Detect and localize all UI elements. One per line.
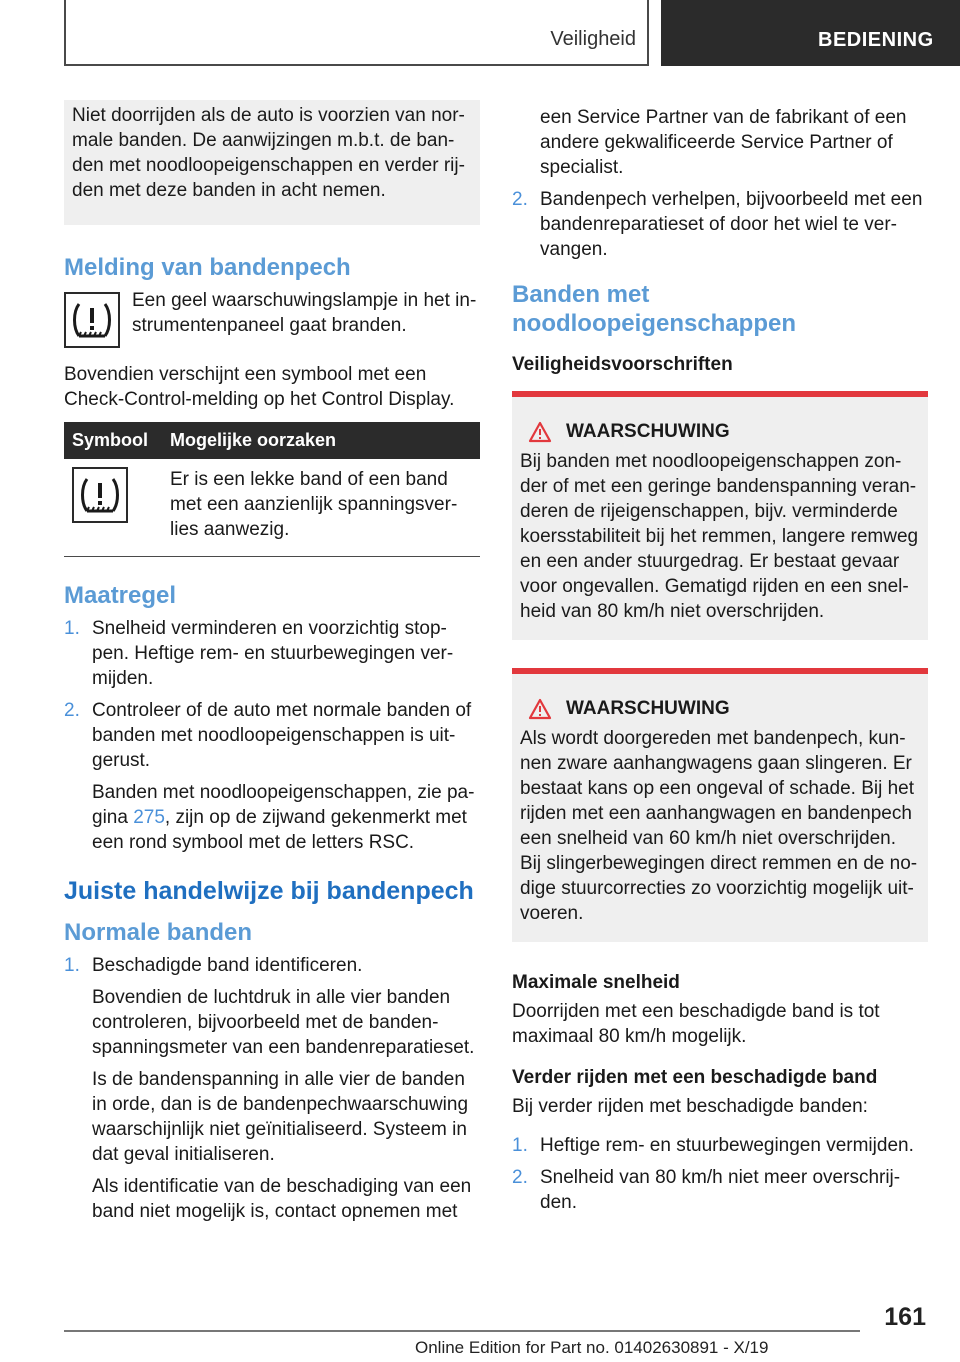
- list-number: 1.: [64, 955, 80, 976]
- verder-list: [512, 1133, 928, 1215]
- table-cell-symbol: [64, 459, 162, 557]
- footer-edition: Online Edition for Part no. 01402630891 - X/19: [415, 1338, 769, 1357]
- table-cell-cause: Er is een lekke band of een band met een aanzienlijk spanningsver-lies aanwezig.: [162, 459, 480, 557]
- header-mid-tick: [647, 0, 649, 66]
- tire-pressure-warning-icon: [72, 467, 128, 523]
- melding-row: [64, 288, 480, 348]
- note-box: [64, 100, 480, 225]
- left-column: [64, 100, 480, 1231]
- warning-box-2: [512, 668, 928, 942]
- warning-box-1: [512, 391, 928, 640]
- veilig-heading: Veiligheidsvoorschriften: [512, 354, 733, 375]
- list-text: Heftige rem- en stuurbewegingen vermijden.: [540, 1135, 914, 1156]
- normale-sub-2: Is de bandenspanning in alle vier de banden in orde, dan is de bandenpechwaarschuwing waarschijnlijk niet geïnitialiseerd. Systeem in dat geval initialiseren.: [92, 1069, 469, 1165]
- list-item: [64, 953, 480, 978]
- normale-heading: Normale banden: [64, 919, 253, 946]
- normale-sub-1: Bovendien de luchtdruk in alle vier banden controleren, bijvoorbeeld met de banden-spanningsmeter van een bandenreparatieset.: [92, 987, 475, 1058]
- list-item: [512, 1133, 928, 1158]
- warning-triangle-icon: [528, 698, 552, 720]
- note-text: Niet doorrijden als de auto is voorzien van nor-male banden. De aanwijzingen m.b.t. de ban-den met noodloopeigenschappen en verder rij-den met deze banden in acht nemen.: [72, 105, 465, 201]
- tire-pressure-warning-icon: [64, 292, 120, 348]
- warning-label-2: WAARSCHUWING: [566, 698, 730, 719]
- warning-head-2: [520, 698, 920, 720]
- table-header-oorzaken: Mogelijke oorzaken: [162, 422, 480, 459]
- list-text: Bandenpech verhelpen, bijvoorbeeld met een bandenreparatieset of door het wiel te ver-vangen.: [540, 189, 923, 260]
- page-number: 161: [884, 1303, 926, 1331]
- list-item: [64, 616, 480, 691]
- warning-label-1: WAARSCHUWING: [566, 421, 730, 442]
- maatregel-list: [64, 616, 480, 773]
- rsc-heading: Banden met noodloopeigenschappen: [512, 281, 797, 337]
- list-number: 2.: [512, 189, 528, 210]
- table-row: [64, 459, 480, 557]
- warning-head-1: [520, 421, 920, 443]
- list-text: Snelheid verminderen en voorzichtig stop-pen. Heftige rem- en stuurbewegingen ver-mijden.: [92, 618, 454, 689]
- maatregel-heading: Maatregel: [64, 582, 177, 609]
- list-text: Controleer of de auto met normale banden of banden met noodloopeigenschappen is uit-gerust.: [92, 700, 472, 771]
- juiste-heading: Juiste handelwijze bij bandenpech: [64, 877, 474, 905]
- herstel-list: [512, 187, 928, 262]
- maxsnel-text: Doorrijden met een beschadigde band is tot maximaal 80 km/h mogelijk.: [512, 1001, 880, 1047]
- header-rule: [64, 64, 649, 66]
- warning-text-1: Bij banden met noodloopeigenschappen zon-der of met een geringe bandenspanning veran-deren de rijeigenschappen, bijv. verminderde koersstabiliteit bij het remmen, langere remweg en een ander stuurgedrag. Er bestaat gevaar voor ongevallen. Gematigd rijden en een snel-heid van 80 km/h niet overschrijden.: [520, 451, 919, 622]
- header-left-tick: [64, 0, 66, 66]
- bovendien-text: Bovendien verschijnt een symbool met een Check-Control-melding op het Control Display.: [64, 364, 455, 410]
- normale-list: [64, 953, 480, 978]
- maatregel-sub-before: Banden met noodloopeigenschappen, zie pa-gina: [92, 782, 475, 828]
- melding-text: Een geel waarschuwingslampje in het in-strumentenpaneel gaat branden.: [132, 290, 477, 336]
- verder-text: Bij verder rijden met beschadigde banden:: [512, 1096, 868, 1117]
- list-number: 1.: [512, 1135, 528, 1156]
- verder-heading: Verder rijden met een beschadigde band: [512, 1067, 878, 1088]
- table-header-symbool: Symbool: [64, 422, 162, 459]
- list-item: [512, 187, 928, 262]
- page-link-275[interactable]: 275: [133, 807, 165, 828]
- maatregel-sub: [92, 780, 480, 855]
- list-number: 2.: [512, 1167, 528, 1188]
- warning-triangle-icon: [528, 421, 552, 443]
- list-text: Beschadigde band identificeren.: [92, 955, 363, 976]
- list-number: 2.: [64, 700, 80, 721]
- warning-text-2: Als wordt doorgereden met bandenpech, kun-nen zware aanhangwagens gaan slingeren. Er bestaat kans op een ongeval of schade. Bij het rijden met een aanhangwagen en bandenpech een snelheid van 60 km/h niet overschrijden. Bij slingerbewegingen direct remmen en de no-dige stuurcorrecties zo voorzichtig mogelijk uit-voeren.: [520, 728, 918, 924]
- list-item: [512, 1165, 928, 1215]
- header-chapter: BEDIENING: [661, 0, 960, 66]
- maxsnel-heading: Maximale snelheid: [512, 972, 680, 993]
- list-item: [64, 698, 480, 773]
- list-text: Snelheid van 80 km/h niet meer overschrij-den.: [540, 1167, 901, 1213]
- normale-sub-3: Als identificatie van de beschadiging van een band niet mogelijk is, contact opnemen met: [92, 1176, 472, 1222]
- maatregel-sub-after: , zijn op de zijwand gekenmerkt met een rond symbool met de letters RSC.: [92, 807, 467, 853]
- footer-rule: [64, 1330, 860, 1332]
- header-section: Veiligheid: [550, 28, 636, 50]
- continued-text: een Service Partner van de fabrikant of een andere gekwalificeerde Service Partner of specialist.: [540, 107, 907, 178]
- symbol-table: [64, 422, 480, 557]
- right-column: [512, 100, 928, 1227]
- list-number: 1.: [64, 618, 80, 639]
- melding-heading: Melding van bandenpech: [64, 254, 351, 281]
